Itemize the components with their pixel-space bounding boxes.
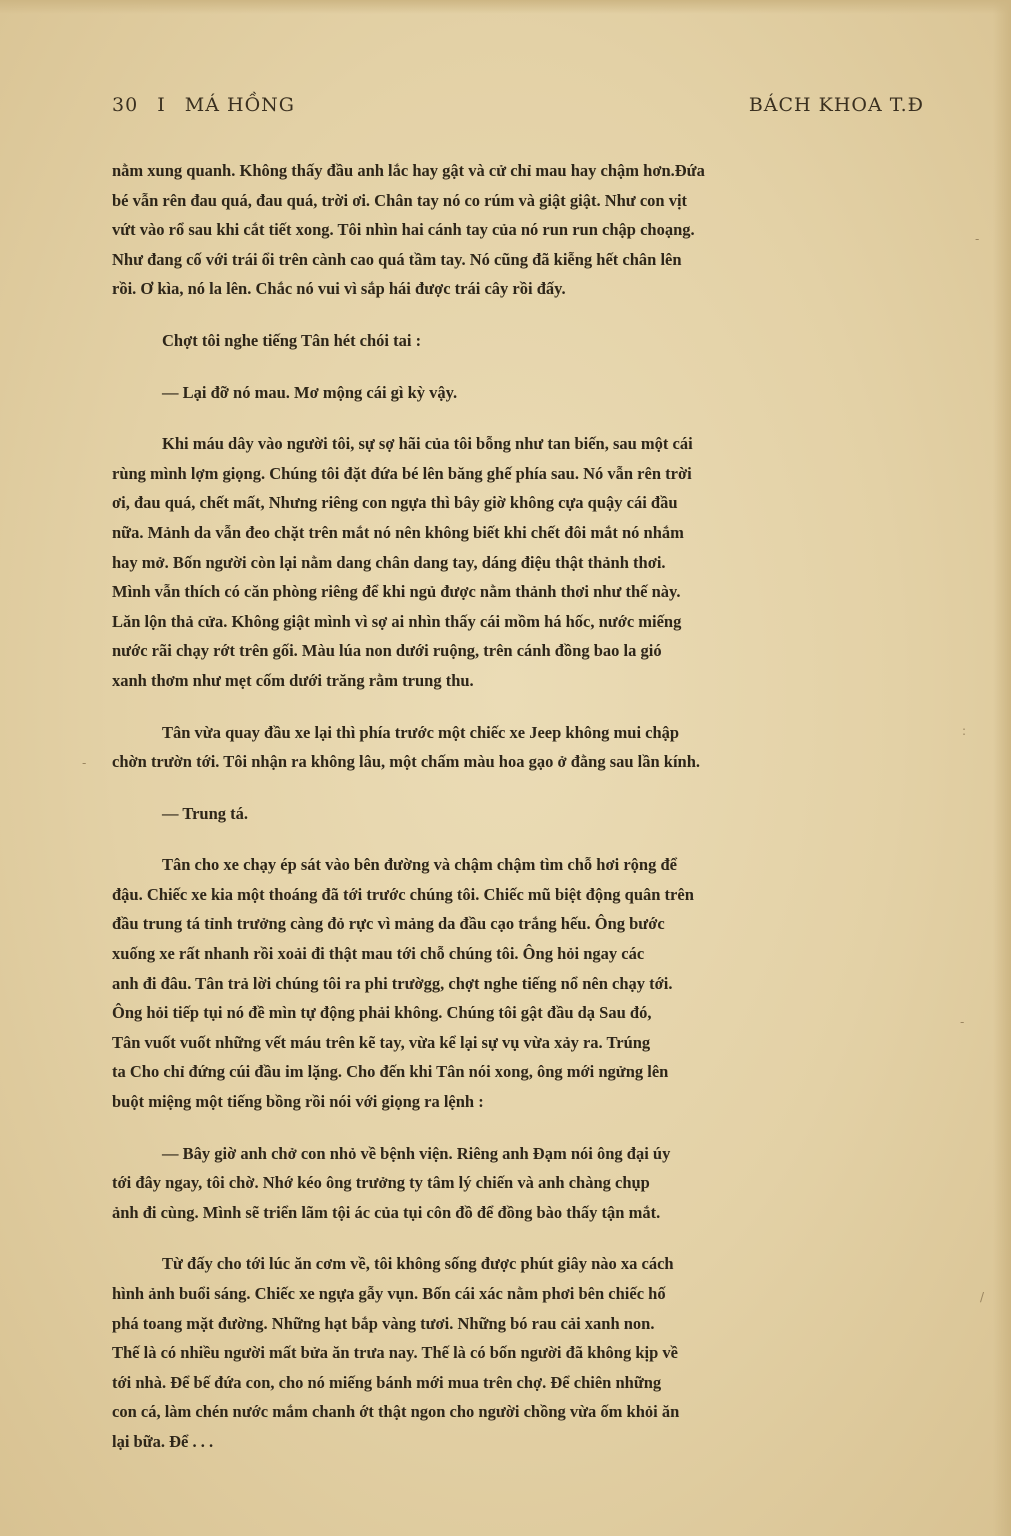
page-number: 30 [112,94,139,116]
paragraph-gap [112,828,930,850]
running-header [112,94,924,124]
margin-speck: - [82,756,87,770]
paragraph-gap [112,356,930,378]
paragraph-gap [112,696,930,718]
paragraph-gap [112,407,930,429]
page-edge-top [0,0,1011,14]
header-separator: I [157,94,166,116]
paragraph: nằm xung quanh. Không thấy đầu anh lắc hay gật và cử chỉ mau hay chậm hơn.Đứa bé vẫn rên đau quá, đau quá, trời ơi. Chân tay nó co rúm và giật giật. Như con vịt vứt vào rổ sau khi cắt tiết xong. Tôi nhìn hai cánh tay của nó run run chập choạng. Như đang cố với trái ổi trên cành cao quá tầm tay. Nó cũng đã kiễng hết chân lên rồi. Ơ kìa, nó la lên. Chắc nó vui vì sắp hái được trái cây rồi đấy. [112,161,705,299]
magazine-name: BÁCH KHOA T.Đ [748,94,924,116]
margin-speck: - [975,232,980,246]
margin-speck: / [980,1290,985,1304]
paragraph-gap [112,1227,930,1249]
dialogue-line: — Bây giờ anh chở con nhỏ về bệnh viện. Riêng anh Đạm nói ông đại úy tới đây ngay, tôi chờ. Nhớ kéo ông trưởng ty tâm lý chiến và anh chàng chụp ảnh đi cùng. Mình sẽ triển lãm tội ác của tụi côn đồ để đồng bào thấy tận mắt. [112,1143,671,1222]
paragraph: Khi máu dây vào người tôi, sự sợ hãi của tôi bỗng như tan biến, sau một cái rùng mình lợm giọng. Chúng tôi đặt đứa bé lên băng ghế phía sau. Nó vẫn rên trời ơi, đau quá, chết mất, Nhưng riêng con ngựa thì bây giờ không cựa quậy cái đầu nữa. Mảnh da vẫn đeo chặt trên mắt nó nên không biết khi chết đôi mắt nó nhắm hay mở. Bốn người còn lại nằm dang chân dang tay, dáng điệu thật thảnh thơi. Mình vẫn thích có căn phòng riêng để khi ngủ được nằm thảnh thơi như thế này. Lăn lộn thả cửa. Không giật mình vì sợ ai nhìn thấy cái mồm há hốc, nước miếng nước rãi chạy rớt trên gối. Màu lúa non dưới ruộng, trên cánh đồng bao la gió xanh thơm như mẹt cốm dưới trăng rằm trung thu. [112,434,693,690]
dialogue-line: — Lại đỡ nó mau. Mơ mộng cái gì kỳ vậy. [162,382,458,402]
margin-speck: : [962,724,967,738]
paragraph: Tân cho xe chạy ép sát vào bên đường và chậm chậm tìm chỗ hơi rộng để đậu. Chiếc xe kia một thoáng đã tới trước chúng tôi. Chiếc mũ biệt động quân trên đầu trung tá tỉnh trưởng càng đỏ rực vì mảng da đầu cạo trắng hếu. Ông bước xuống xe rất nhanh rồi xoải đi thật mau tới chỗ chúng tôi. Ông hỏi ngay các anh đi đâu. Tân trả lời chúng tôi ra phi trườgg, chợt nghe tiếng nổ nên chạy tới. Ông hỏi tiếp tụi nó đề mìn tự động phải không. Chúng tôi gật đầu dạ Sau đó, Tân vuốt vuốt những vết máu trên kẽ tay, vừa kể lại sự vụ vừa xảy ra. Trúng ta Cho chỉ đứng cúi đầu im lặng. Cho đến khi Tân nói xong, ông mới ngửng lên buột miệng một tiếng bồng rồi nói với giọng ra lệnh : [112,855,694,1112]
paragraph-gap [112,304,930,326]
header-left [112,94,295,116]
paragraph-gap [112,777,930,799]
margin-speck: - [960,1015,965,1029]
section-title: MÁ HỒNG [184,94,295,116]
paragraph: Chợt tôi nghe tiếng Tân hét chói tai : [162,330,422,350]
page-edge-right [993,0,1011,1536]
paragraph: Từ đấy cho tới lúc ăn cơm về, tôi không sống được phút giây nào xa cách hình ảnh buổi sáng. Chiếc xe ngựa gẫy vụn. Bốn cái xác nằm phơi bên chiếc hố phá toang mặt đường. Những hạt bắp vàng tươi. Những bó rau cải xanh non. Thế là có nhiều người mất bửa ăn trưa nay. Thế là có bốn người đã không kịp về tới nhà. Để bế đứa con, cho nó miếng bánh mới mua trên chợ. Để chiên những con cá, làm chén nước mắm chanh ớt thật ngon cho người chồng vừa ốm khỏi ăn lại bữa. Để . . . [112,1254,680,1451]
dialogue-line: — Trung tá. [162,803,249,823]
paragraph-gap [112,1117,930,1139]
paragraph: Tân vừa quay đầu xe lại thì phía trước một chiếc xe Jeep không mui chập chờn trườn tới. Tôi nhận ra không lâu, một chấm màu hoa gạo ở đằng sau lần kính. [112,722,701,772]
article-body [112,156,930,1457]
